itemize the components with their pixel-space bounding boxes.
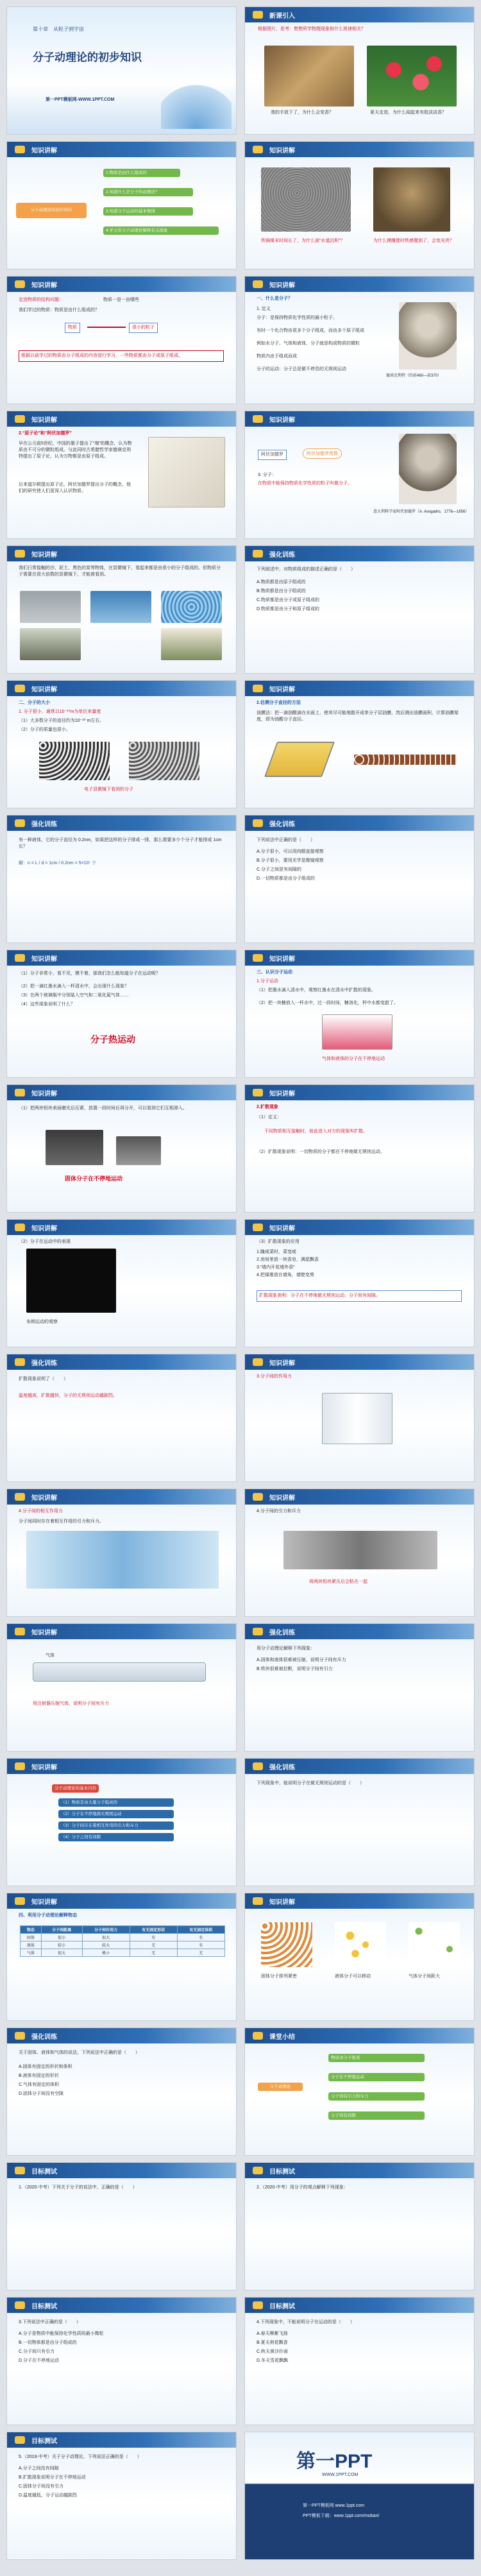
slide-header: 知识讲解 bbox=[245, 681, 474, 696]
table-header: 有无固定体积 bbox=[177, 1926, 224, 1934]
option-a: A.分子之间没有间隙 bbox=[19, 2466, 59, 2471]
slide-header: 强化训练 bbox=[7, 2028, 236, 2043]
paragraph: （1）把两块铅块表面磨光后压紧，放置一段时间后再分开，可以看到它们互相渗入。 bbox=[19, 1106, 187, 1111]
slide-header: 目标测试 bbox=[245, 2163, 474, 2178]
logo-icon bbox=[15, 2032, 25, 2040]
line-2: 2.房间里放一块香皂，满屋飘香 bbox=[257, 1258, 319, 1262]
slide-8-avogadro bbox=[244, 411, 475, 539]
caption-gas: 气体分子间距大 bbox=[409, 1974, 440, 1979]
box-particles: 很小的粒子 bbox=[129, 323, 158, 333]
molecule-row bbox=[354, 755, 457, 765]
summary-title: 分子动理论的基本内容 bbox=[52, 1784, 99, 1793]
logo-icon bbox=[15, 819, 25, 827]
slide-header: 知识讲解 bbox=[7, 277, 236, 292]
option-b: B.夏天荷花飘香 bbox=[257, 2341, 288, 2345]
summary-item-4: （4）分子之间有间隙 bbox=[58, 1833, 174, 1841]
slide-header: 强化训练 bbox=[245, 546, 474, 561]
slide-36-test bbox=[244, 2297, 475, 2425]
option-d: D.一切物质都是由分子组成的 bbox=[257, 876, 315, 881]
option-c: C.气体有固定的体积 bbox=[19, 2083, 59, 2087]
figure-caption: 用注射器压缩气体，说明分子间有斥力 bbox=[33, 1702, 109, 1706]
gas-model bbox=[409, 1922, 460, 1967]
rocks-photo bbox=[20, 591, 81, 623]
logo-icon bbox=[15, 280, 25, 288]
logo-icon bbox=[15, 1493, 25, 1501]
slide-16-motion bbox=[244, 950, 475, 1078]
section-title: 2.扩散现象 bbox=[257, 1105, 278, 1109]
slide-header: 新课引入 bbox=[245, 7, 474, 22]
table-cell: 有 bbox=[177, 1934, 224, 1941]
portrait-caption: 意大利科学家阿伏加德罗（A. Avogadro，1776—1856） bbox=[373, 510, 469, 514]
sub-title: 1.分子运动 bbox=[257, 979, 278, 984]
logo-icon bbox=[15, 415, 25, 423]
table-cell: 有 bbox=[177, 1941, 224, 1949]
section-title: （2）分子在运动中的表现 bbox=[19, 1240, 71, 1244]
figure-caption: 气体和液体的分子在不停地运动 bbox=[322, 1057, 385, 1061]
sketch-image bbox=[148, 437, 225, 508]
line-2: 分子：是保持物质化学性质的最小粒子。 bbox=[257, 316, 337, 320]
chapter-label: 第十章 从粒子到宇宙 bbox=[33, 26, 84, 32]
section-title: 3.分子间的作用力 bbox=[257, 1374, 292, 1379]
option-a: A.分子是物质中能保持化学性质的最小微粒 bbox=[19, 2332, 104, 2336]
outline-item-2: 2.知道什么是分子的动理论？ bbox=[103, 188, 193, 196]
states-table bbox=[20, 1925, 225, 1957]
lead-blocks bbox=[46, 1130, 103, 1165]
logo-icon bbox=[253, 1762, 263, 1770]
question: 2.（2020·中考）用分子的观点解释下列现象： bbox=[257, 2185, 348, 2190]
slide-header: 知识讲解 bbox=[7, 1489, 236, 1505]
table-cell: 无 bbox=[130, 1949, 177, 1957]
paragraph: 油膜法：把一滴油酸滴在水面上，使其尽可能地散开成单分子层油膜，然后测出油膜面积，计算油膜厚度，即为油酸分子直径。 bbox=[257, 711, 459, 722]
caption-solid: 固体分子排列紧密 bbox=[261, 1974, 297, 1979]
factory-photo bbox=[161, 628, 222, 660]
caption-left: 我的手放下了，为什么会变香？ bbox=[271, 110, 333, 115]
table-header-row bbox=[21, 1926, 225, 1934]
solid-model bbox=[261, 1922, 312, 1967]
table-cell: 无 bbox=[130, 1941, 177, 1949]
slide-37-test bbox=[6, 2432, 237, 2560]
slide-header: 强化训练 bbox=[7, 815, 236, 831]
slide-21-exercise bbox=[6, 1354, 237, 1482]
mindmap-item-1: 物质由分子组成 bbox=[328, 2054, 425, 2062]
slide-header: 知识讲解 bbox=[7, 1624, 236, 1639]
section-title: 一、什么是分子？ bbox=[257, 296, 292, 301]
figure-caption: 固体分子在不停地运动 bbox=[65, 1175, 123, 1182]
slide-header: 课堂小结 bbox=[245, 2028, 474, 2043]
outline-left-label: 分子动理论的初步知识 bbox=[16, 203, 87, 218]
slide-32-mindmap bbox=[244, 2027, 475, 2156]
table-cell: 气体 bbox=[21, 1949, 42, 1957]
logo-icon bbox=[15, 2167, 25, 2174]
slide-28-exercise bbox=[244, 1758, 475, 1886]
logo-icon bbox=[15, 146, 25, 153]
slide-29-states-table bbox=[6, 1893, 237, 2021]
logo-icon bbox=[253, 1224, 263, 1231]
slide-header: 知识讲解 bbox=[245, 1354, 474, 1370]
option-d: D.固体分子间没有空隙 bbox=[19, 2092, 63, 2096]
logo-icon bbox=[253, 2167, 263, 2174]
slide-header: 知识讲解 bbox=[245, 950, 474, 966]
table-cell: 极小 bbox=[82, 1949, 130, 1957]
figure-caption: 布朗运动的观察 bbox=[26, 1320, 58, 1324]
question: 下列现象中，能说明分子在做无规则运动的是（ ） bbox=[257, 1781, 364, 1786]
logo-icon bbox=[15, 1089, 25, 1096]
line-3: 有时一个化合物由很多个分子组成，而由多个原子组成 bbox=[257, 328, 364, 333]
logo-icon bbox=[253, 1628, 263, 1635]
logo-icon bbox=[15, 2301, 25, 2309]
slide-header: 强化训练 bbox=[245, 1624, 474, 1639]
logo-icon bbox=[253, 954, 263, 962]
question: 用分子动理论解释下列现象： bbox=[257, 1646, 315, 1651]
logo-icon bbox=[15, 1897, 25, 1905]
portrait-photo bbox=[399, 434, 457, 504]
slide-31-exercise bbox=[6, 2027, 237, 2156]
slide-header: 知识讲解 bbox=[245, 142, 474, 157]
slide-header: 知识讲解 bbox=[7, 546, 236, 561]
logo-icon bbox=[253, 550, 263, 558]
line-6: 分子的运动：分子总是做不停息的无规则运动 bbox=[257, 367, 346, 371]
option-d: D.冬天雪花飘飘 bbox=[257, 2358, 288, 2363]
mindmap-center: 分子动理论 bbox=[258, 2083, 303, 2091]
option-c: C.固体分子间没有引力 bbox=[19, 2484, 63, 2489]
end-line-1: 第一PPT模板网 www.1ppt.com bbox=[303, 2503, 365, 2508]
outline-item-3: 3.知道分子运动的基本规律 bbox=[103, 207, 193, 216]
brand-site: WWW.1PPT.COM bbox=[322, 2473, 359, 2477]
label-constant: 阿伏加德罗常数 bbox=[303, 448, 342, 459]
question-1b: 物质一是一由哪些 bbox=[103, 298, 139, 302]
logo-icon bbox=[15, 2436, 25, 2444]
logo-icon bbox=[15, 954, 25, 962]
lesson-title: 分子动理论的初步知识 bbox=[33, 51, 142, 64]
gas-label: 气体 bbox=[46, 1653, 55, 1658]
slide-13-exercise bbox=[6, 815, 237, 943]
video-panel[interactable] bbox=[26, 1249, 116, 1313]
section-title: 三、认识分子运动 bbox=[257, 970, 292, 975]
slide-35-test bbox=[6, 2297, 237, 2425]
line-5: 物质内由于组成而成 bbox=[257, 354, 297, 359]
table-cell: 有 bbox=[130, 1934, 177, 1941]
logo-icon bbox=[253, 1089, 263, 1096]
option-b: B.分子很小，要用光学显微镜观察 bbox=[257, 858, 324, 863]
section-title: 4.分子间的相互作用力 bbox=[19, 1509, 63, 1514]
line-1: 1.腌咸菜时，菜变咸 bbox=[257, 1250, 296, 1254]
table-row bbox=[21, 1934, 225, 1941]
caption-right: 夏天走进，为什么闻起来有股淡淡香？ bbox=[370, 110, 446, 115]
box-matter: 物质 bbox=[65, 323, 80, 333]
paragraph-2: 后来道尔顿提出原子论，阿伏加德罗提出分子的概念，他们的研究使人们更深入认识物质。 bbox=[19, 482, 131, 493]
table-header: 物态 bbox=[21, 1926, 42, 1934]
logo-icon bbox=[253, 2301, 263, 2309]
question: 4.下列现象中，不能说明分子在运动的是（ ） bbox=[257, 2320, 355, 2324]
option-d: D.分子在不停地运动 bbox=[19, 2358, 59, 2363]
option-b: B.液体有固定的形状 bbox=[19, 2074, 59, 2078]
logo-icon bbox=[253, 415, 263, 423]
logo-icon bbox=[15, 1628, 25, 1635]
table-cell: 液体 bbox=[21, 1941, 42, 1949]
line-2: 不同物质相互接触时，彼此进入对方的现象叫扩散。 bbox=[264, 1129, 367, 1134]
table-cell: 较大 bbox=[82, 1941, 130, 1949]
question: 下列叙述中，对物质组成的描述正确的是（ ） bbox=[257, 567, 355, 572]
paragraph: 分子间同时存在着相互作用的引力和斥力。 bbox=[19, 1519, 104, 1524]
slide-4-photos bbox=[244, 141, 475, 269]
end-line-2: PPT模板下载：www.1ppt.com/moban/ bbox=[303, 2514, 380, 2518]
logo-icon bbox=[253, 1358, 263, 1366]
slide-header: 知识讲解 bbox=[245, 1893, 474, 1909]
cylinders-diagram bbox=[322, 1393, 392, 1444]
caption-left: 铁锅煤末时间长了，为什么面“水道沉积”？ bbox=[261, 239, 345, 243]
option-a: A.春天柳絮飞扬 bbox=[257, 2332, 288, 2336]
slide-header: 知识讲解 bbox=[7, 1759, 236, 1774]
molecule-grid-right bbox=[129, 742, 199, 780]
logo-icon bbox=[253, 2032, 263, 2040]
slide-header: 知识讲解 bbox=[7, 681, 236, 696]
question: 1.（2020·中考）下列关于分子的说法中，正确的是（ ） bbox=[19, 2185, 137, 2190]
water-photo bbox=[90, 591, 151, 623]
stone-photo bbox=[261, 167, 351, 232]
statue-photo bbox=[373, 167, 450, 232]
mindmap-item-3: 分子间有引力和斥力 bbox=[328, 2092, 425, 2101]
table-row bbox=[21, 1941, 225, 1949]
slide-header: 目标测试 bbox=[245, 2298, 474, 2313]
line-3: （3）在两个玻璃瓶中分别装入空气和二氧化氮气体…… bbox=[19, 993, 129, 998]
slide-header: 知识讲解 bbox=[7, 1893, 236, 1909]
table-cell: 固体 bbox=[21, 1934, 42, 1941]
line-2: （1）大多数分子的直径约为10⁻¹⁰ m左右。 bbox=[19, 719, 105, 723]
logo-icon bbox=[253, 1897, 263, 1905]
slide-25-syringe bbox=[6, 1623, 237, 1752]
ripple-photo bbox=[161, 591, 222, 623]
slide-38-end bbox=[244, 2432, 475, 2560]
question: 5.（2019·中考）关于分子动理论，下列说法正确的是（ ） bbox=[19, 2455, 142, 2459]
slide-30-states-diagram bbox=[244, 1893, 475, 2021]
line-3: （2）扩散现象说明：一切物质的分子都在不停地做无规则运动。 bbox=[257, 1150, 385, 1154]
section-title: 二、分子的大小 bbox=[19, 701, 50, 705]
option-b: B.铁块很难被拉断，说明分子间有引力 bbox=[257, 1667, 333, 1671]
logo-icon bbox=[253, 146, 263, 153]
logo-icon bbox=[15, 1762, 25, 1770]
slide-5-matter bbox=[6, 276, 237, 404]
portrait-caption: 德谟克利特（约前460—前370） bbox=[386, 374, 442, 378]
option-c: C.分子间只有引力 bbox=[19, 2350, 55, 2354]
line-1: 1. 分子很小，通常以10⁻¹⁰m为单位来量度 bbox=[19, 710, 101, 714]
table-header: 有无固定形状 bbox=[130, 1926, 177, 1934]
logo-icon bbox=[253, 11, 263, 19]
outline-item-1: 1.物质是由什么组成的 bbox=[103, 169, 180, 177]
option-d: D.温度越低，分子运动越剧烈 bbox=[19, 2493, 77, 2498]
oil-film-diagram bbox=[264, 742, 335, 777]
table-cell: 无 bbox=[177, 1949, 224, 1957]
logo-icon bbox=[253, 819, 263, 827]
line-3: （2）分子的质量也很小。 bbox=[19, 728, 71, 732]
animal-photo bbox=[20, 628, 81, 660]
slide-23-force-text bbox=[6, 1488, 237, 1617]
figure-caption: 电子显微镜下看到的分子 bbox=[84, 787, 133, 792]
section-title: 2.估测分子直径的方法 bbox=[257, 701, 301, 705]
table-cell: 很大 bbox=[82, 1934, 130, 1941]
section-title: 四、利用分子动理论解释物态 bbox=[19, 1913, 77, 1918]
slide-10-exercise bbox=[244, 545, 475, 674]
option-c: C.秋天黄沙扑面 bbox=[257, 2350, 288, 2354]
option-a: A.分子很小，可以用肉眼直接观察 bbox=[257, 849, 324, 854]
line-1: （1）把墨水滴入清水中，观察红墨水在清水中扩散的现象。 bbox=[257, 988, 376, 993]
question: 有一种液体，它的分子直径为 0.2nm，如果把这样的分子排成一排，那么需要多少个分子才能排成 1cm 长？ bbox=[19, 838, 222, 849]
logo-icon bbox=[15, 1358, 25, 1366]
slide-header: 知识讲解 bbox=[245, 1489, 474, 1505]
brand-logo: 第一PPT bbox=[296, 2451, 373, 2472]
option-b: B.扩散现象说明分子在不停地运动 bbox=[19, 2475, 86, 2480]
table-cell: 较小 bbox=[41, 1941, 82, 1949]
slide-header: 强化训练 bbox=[245, 815, 474, 831]
lead-blocks-2 bbox=[116, 1136, 161, 1165]
summary-item-1: （1）物质是由大量分子组成的 bbox=[58, 1798, 174, 1807]
slide-header: 强化训练 bbox=[7, 1354, 236, 1370]
slide-header: 知识讲解 bbox=[245, 1220, 474, 1235]
globe-graphic bbox=[161, 78, 232, 129]
note: 温度越高，扩散越快，分子的无规则运动越剧烈。 bbox=[19, 1394, 117, 1398]
footer-site: 第一PPT模板网-WWW.1PPT.COM bbox=[46, 98, 115, 102]
question: 扩散现象说明了（ ） bbox=[19, 1377, 68, 1381]
slide-header: 知识讲解 bbox=[7, 950, 236, 966]
liquid-model bbox=[335, 1922, 386, 1967]
answer: 解：n = L / d = 1cm / 0.2nm = 5×10⁷ 个 bbox=[19, 861, 96, 866]
slide-header: 知识讲解 bbox=[245, 277, 474, 292]
slide-3-outline bbox=[6, 141, 237, 269]
water-drops-photo bbox=[26, 1531, 219, 1589]
arrow-icon bbox=[87, 327, 126, 328]
slide-7-history bbox=[6, 411, 237, 539]
lead-cylinders bbox=[283, 1531, 437, 1569]
slide-header: 知识讲解 bbox=[7, 1085, 236, 1100]
slide-header: 知识讲解 bbox=[245, 411, 474, 427]
slide-header: 知识讲解 bbox=[7, 142, 236, 157]
slide-11-size bbox=[6, 680, 237, 808]
logo-icon bbox=[253, 685, 263, 692]
slide-header: 知识讲解 bbox=[245, 1085, 474, 1100]
caption-liquid: 液体分子可以移动 bbox=[335, 1974, 371, 1979]
slide-15-motion-question bbox=[6, 950, 237, 1078]
section-title: 2.“原子论”和“阿伏加德罗” bbox=[19, 431, 72, 436]
line-2: （2）把一块糖放入一杯水中，过一段时间，糖溶化，杯中水都变甜了。 bbox=[257, 1001, 398, 1005]
line-1: 1. 定义 bbox=[257, 307, 271, 311]
slide-header: 强化训练 bbox=[245, 1759, 474, 1774]
slide-header: 目标测试 bbox=[7, 2163, 236, 2178]
logo-icon bbox=[253, 280, 263, 288]
slide-22-force bbox=[244, 1354, 475, 1482]
section-title: （3）扩散现象的应用 bbox=[257, 1240, 300, 1244]
option-b: B.一切物体都是由分子组成的 bbox=[19, 2341, 77, 2345]
slide-26-exercise bbox=[244, 1623, 475, 1752]
mindmap-item-4: 分子间有间隙 bbox=[328, 2111, 425, 2120]
slide-header: 目标测试 bbox=[7, 2298, 236, 2313]
slide-20-applications bbox=[244, 1219, 475, 1347]
table-cell: 很大 bbox=[41, 1949, 82, 1957]
beaker-diagram bbox=[322, 1014, 392, 1050]
slide-27-summary bbox=[6, 1758, 237, 1886]
option-b: B.物质都是由分子组成的 bbox=[257, 589, 306, 593]
option-c: C.分子之间是有间隙的 bbox=[257, 867, 301, 872]
slide-33-test bbox=[6, 2162, 237, 2290]
line-4: （4）这些现象说明了什么？ bbox=[19, 1002, 75, 1007]
section-title: 4.分子间的引力和斥力 bbox=[257, 1509, 301, 1514]
caption-right: 为什么摸雕像时铁感覺到了，会变光亮？ bbox=[373, 239, 454, 243]
slide-18-diffusion bbox=[244, 1084, 475, 1213]
food-photo bbox=[264, 46, 354, 107]
summary-item-2: （2）分子在不停地做无规则运动 bbox=[58, 1810, 174, 1818]
logo-icon bbox=[15, 685, 25, 692]
summary: 扩散现象表明：分子在不停地做无规则运动；分子间有间隙。 bbox=[257, 1290, 462, 1302]
question-1: 走进物质的结构问题： bbox=[19, 298, 63, 302]
portrait-photo bbox=[399, 302, 457, 370]
question-2: 我们学过的物质：物质是由什么组成的？ bbox=[19, 308, 99, 312]
slide-14-exercise bbox=[244, 815, 475, 943]
slide-6-molecule bbox=[244, 276, 475, 404]
table-cell: 很小 bbox=[41, 1934, 82, 1941]
outline-item-4: 4.学会用分子动理论解释有关现象 bbox=[103, 226, 219, 235]
definition-text: 在物质中能保持物质化学性质的粒子叫做分子。 bbox=[258, 481, 352, 486]
question: 关于固体、液体和气体的说法，下列说法中正确的是（ ） bbox=[19, 2051, 140, 2055]
logo-icon bbox=[15, 550, 25, 558]
summary-item-3: （3）分子间存在着相互作用的引力和斥力 bbox=[58, 1821, 174, 1830]
syringe-diagram bbox=[33, 1662, 206, 1682]
question: 3.下列说法中正确的是（ ） bbox=[19, 2320, 81, 2324]
slide-2-intro bbox=[244, 6, 475, 135]
note-text: 根据以前学过的物质由分子组成的内容进行学习，一些物质都由分子或原子组成。 bbox=[19, 350, 224, 362]
slide-header: 目标测试 bbox=[7, 2432, 236, 2448]
line-4: 4.把煤堆放在墙角，墙壁变黑 bbox=[257, 1273, 314, 1277]
line-4: 例如水分子、气体和液体，分子就是构成物质的微粒 bbox=[257, 341, 360, 346]
option-a: A.固体和液体很难被压缩，说明分子间有斥力 bbox=[257, 1658, 346, 1662]
definition-line: 3. 分子： bbox=[258, 473, 276, 477]
slide-17-solid bbox=[6, 1084, 237, 1213]
molecule-grid-left bbox=[39, 742, 110, 780]
line-2: （2）把一滴红墨水滴入一杯清水中，会出现什么现象？ bbox=[19, 984, 129, 989]
table-row bbox=[21, 1949, 225, 1957]
slide-34-test bbox=[244, 2162, 475, 2290]
option-a: A.物质都是由原子组成的 bbox=[257, 580, 306, 584]
line-3: 3.“墙内开花墙外香” bbox=[257, 1265, 295, 1270]
mindmap-item-2: 分子在不停地运动 bbox=[328, 2073, 425, 2081]
slide-12-estimate bbox=[244, 680, 475, 808]
paragraph: 我们日常接触的沙、泥土、黑色的炭等物体，在显微镜下，看起来都是由很小的分子组成的。但物质分子需要在很大倍数的显微镜下，才能被看到。 bbox=[19, 566, 221, 577]
slide-header: 知识讲解 bbox=[7, 1220, 236, 1235]
option-a: A.固体有固定的形状和体积 bbox=[19, 2065, 72, 2069]
flowers-photo bbox=[367, 46, 457, 107]
slide-header: 知识讲解 bbox=[7, 411, 236, 427]
concept-label: 分子热运动 bbox=[90, 1034, 135, 1045]
line-1: （1）分子非常小，看不见，摸不着，那我们怎么能知道分子在运动呢？ bbox=[19, 971, 160, 976]
slide-1-title bbox=[6, 6, 237, 135]
slide-9-examples bbox=[6, 545, 237, 674]
label-avogadro: 阿伏加德罗 bbox=[258, 450, 287, 460]
table-header: 分子间作用力 bbox=[82, 1926, 130, 1934]
table-header: 分子间距离 bbox=[41, 1926, 82, 1934]
intro-question: 根据图片，思考：想想所学物理现象和什么规律相关？ bbox=[258, 27, 366, 31]
option-c: C.物质都是由分子或原子组成的 bbox=[257, 598, 319, 602]
logo-icon bbox=[15, 1224, 25, 1231]
question: 下列说法中正确的是（ ） bbox=[257, 838, 315, 842]
paragraph-1: 早在公元前5世纪，中国的墨子提出了“端”的概念，认为物质由不可分的微粒组成。与此同时古希腊哲学家德谟克利特提出了原子论，认为万物都是由原子组成。 bbox=[19, 441, 132, 459]
slide-24-lead bbox=[244, 1488, 475, 1617]
figure-caption: 将两块铅块紧压后会粘在一起 bbox=[309, 1580, 367, 1584]
option-d: D.物质都是由分子和原子组成的 bbox=[257, 607, 319, 611]
slide-19-brownian bbox=[6, 1219, 237, 1347]
line-1: （1）定义： bbox=[257, 1115, 282, 1120]
logo-icon bbox=[253, 1493, 263, 1501]
